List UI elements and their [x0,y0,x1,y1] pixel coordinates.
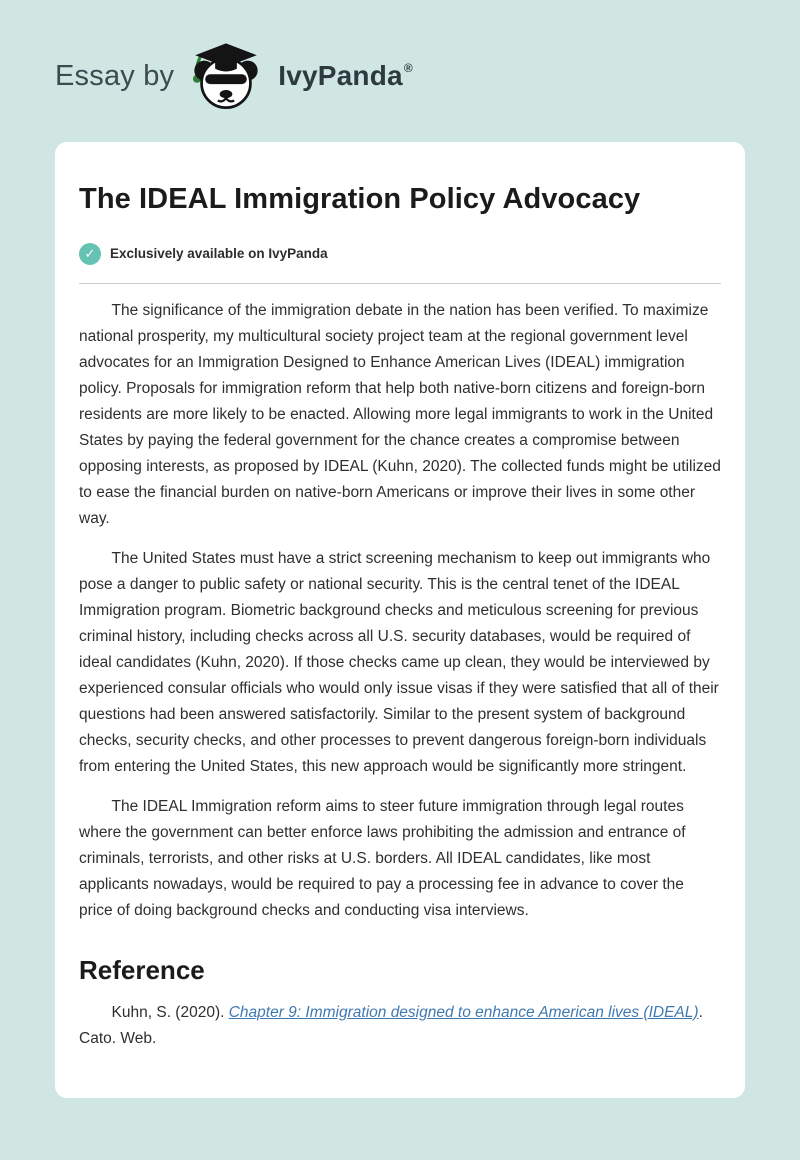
exclusive-badge-label: Exclusively available on IvyPanda [110,246,328,262]
reference-heading: Reference [79,954,205,985]
paragraph: The United States must have a strict screening mechanism to keep out immigrants who pose a danger to public safety or national security. This is the central tenet of the IDEAL Immigration program. Biometric background checks and meticulous screening for previous criminal history, including checks across all U.S. security databases, would be required of ideal candidates (Kuhn, 2020). If those checks came up clean, they would be interviewed by experienced consular officials who would only issue visas if they were satisfied that all of their questions had been answered satisfactorily. Similar to the present system of background checks, security checks, and other processes to prevent dangerous foreign-born individuals from entering the United States, this new approach would be significantly more stringent. [79,550,719,776]
reference-entry [79,1000,721,1052]
essay-body [79,298,721,925]
essay-card [55,142,745,1098]
header-brand [55,38,745,114]
paragraph: The IDEAL Immigration reform aims to steer future immigration through legal routes where the government can better enforce laws prohibiting the admission and entrance of criminals, terrorists, and other risks at U.S. borders. All IDEAL candidates, like most applicants nowadays, would be required to pay a processing fee in advance to cover the price of doing background checks and conducting visa interviews. [79,798,686,920]
reference-author: Kuhn, S. (2020). [111,1003,229,1021]
brand-name-text: IvyPanda [278,60,403,91]
essay-by-label: Essay by [55,59,175,92]
check-circle-icon: ✓ [79,243,101,265]
page-title: The IDEAL Immigration Policy Advocacy [79,183,641,215]
brand-name [278,60,413,92]
reference-link[interactable]: Chapter 9: Immigration designed to enhance American lives (IDEAL) [228,1003,699,1021]
paragraph: The significance of the immigration debate in the nation has been verified. To maximize national prosperity, my multicultural society project team at the regional government level advocates for an Immigration Designed to Enhance American Lives (IDEAL) immigration policy. Proposals for immigration reform that help both native-born citizens and foreign-born residents are more likely to be enacted. Allowing more legal immigrants to work in the United States by paying the federal government for the chance creates a compromise between opposing interests, as proposed by IDEAL (Kuhn, 2020). The collected funds might be utilized to ease the financial burden on native-born Americans or improve their lives in some other way. [79,301,721,528]
reference-source: . Cato. Web. [79,1003,703,1047]
divider [79,283,721,284]
registered-mark: ® [403,61,413,75]
graduate-panda-icon [188,40,264,112]
exclusive-badge [79,243,721,265]
